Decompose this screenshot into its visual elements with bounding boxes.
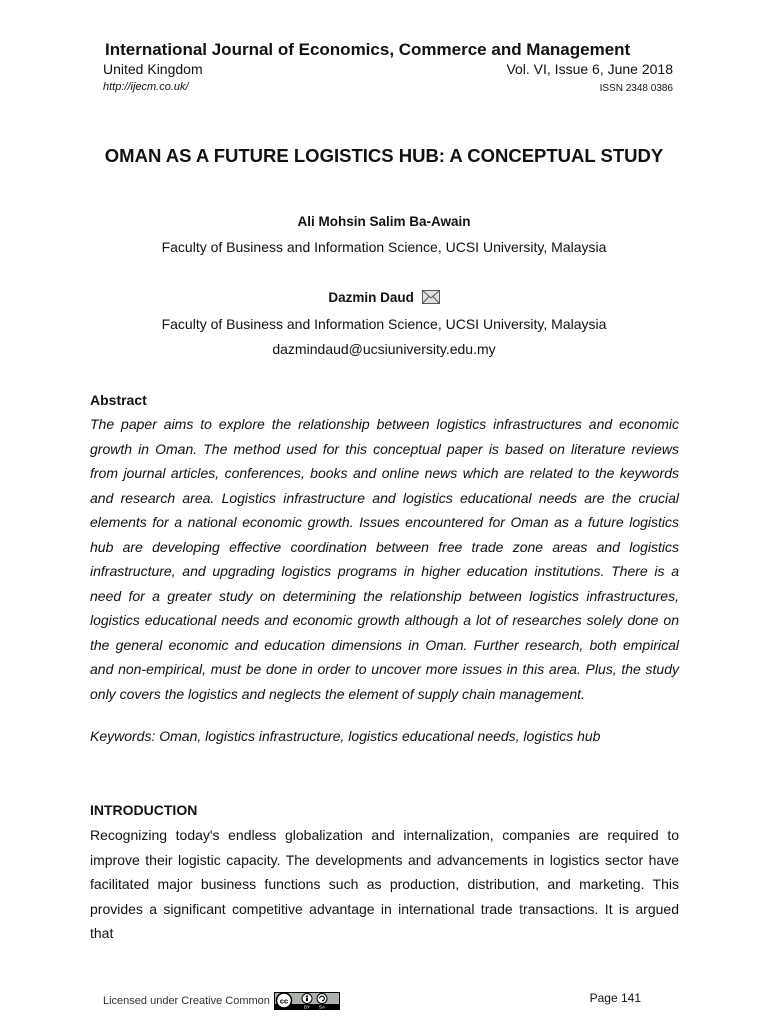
author-2-affiliation: Faculty of Business and Information Science, UCSI University, Malaysia bbox=[161, 316, 607, 332]
author-2-name: Dazmin Daud bbox=[328, 290, 414, 305]
page-number: Page 141 bbox=[589, 991, 641, 1005]
envelope-icon[interactable] bbox=[422, 290, 440, 304]
author-1-name: Ali Mohsin Salim Ba-Awain bbox=[297, 214, 471, 229]
author-2-email[interactable]: dazmindaud@ucsiuniversity.edu.my bbox=[272, 341, 496, 357]
introduction-heading: INTRODUCTION bbox=[90, 802, 198, 818]
author-2-line bbox=[0, 290, 768, 305]
license-line bbox=[103, 992, 340, 1010]
cc-license-badge[interactable] bbox=[274, 992, 340, 1010]
author-1-affiliation: Faculty of Business and Information Science, UCSI University, Malaysia bbox=[161, 239, 607, 255]
cc-badge-sa-label: SA bbox=[318, 1004, 325, 1010]
journal-name: International Journal of Economics, Commerce and Management bbox=[105, 40, 631, 59]
journal-issn: ISSN 2348 0386 bbox=[599, 83, 673, 94]
introduction-text: Recognizing today's endless globalization and internalization, companies are required to improve their logistic capacity. The developments and advancements in logistics sector have facilitated major business functions such as production, distribution, and marketing. This provides a significant competitive advantage in international trade transactions. It is argued that bbox=[90, 827, 679, 941]
license-text: Licensed under Creative Common bbox=[103, 994, 270, 1007]
abstract-heading: Abstract bbox=[90, 392, 147, 408]
journal-country: United Kingdom bbox=[103, 61, 203, 77]
paper-title: OMAN AS A FUTURE LOGISTICS HUB: A CONCEPTUAL STUDY bbox=[104, 145, 664, 166]
abstract-text: The paper aims to explore the relationship between logistics infrastructures and economic growth in Oman. The method used for this conceptual paper is based on literature reviews from journal articles, conferences, books and online news which are related to the keywords and research area. Logistics infrastructure and logistics educational needs are the crucial elements for a national economic growth. Issues encountered for Oman as a future logistics hub are developing effective coordination between free trade zone areas and logistics infrastructure, and upgrading logistics programs in higher education institutions. There is a need for a greater study on determining the relationship between logistics infrastructures, logistics educational needs and economic growth although a lot of researches solely done on the general economic and education dimensions in Oman. Further research, both empirical and non-empirical, must be done in order to uncover more issues in this area. Plus, the study only covers the logistics and neglects the element of supply chain management. bbox=[90, 416, 679, 702]
journal-volume: Vol. VI, Issue 6, June 2018 bbox=[506, 61, 673, 77]
keywords: Keywords: Oman, logistics infrastructure, logistics educational needs, logistics hub bbox=[90, 728, 601, 744]
cc-badge-by-label: BY bbox=[303, 1004, 310, 1010]
journal-url[interactable]: http://ijecm.co.uk/ bbox=[103, 81, 189, 93]
cc-badge-cc-label: cc bbox=[279, 996, 289, 1006]
